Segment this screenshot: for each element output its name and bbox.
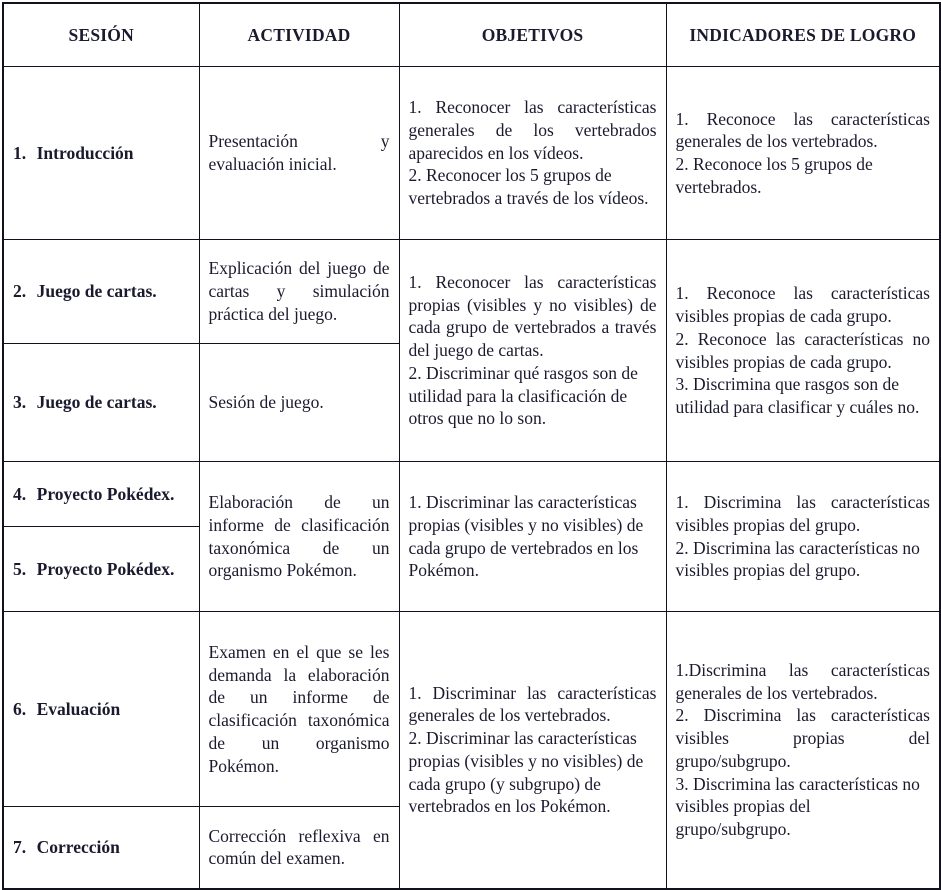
cell-actividad-7 xyxy=(199,807,399,889)
indicador-item: 1. Discrimina las características visibles propias del grupo. xyxy=(675,492,930,535)
objetivo-item: 2. Discriminar las características propias (visibles y no visibles) de cada grupo (y subgrupo) de vertebrados en los Pokémon. xyxy=(408,728,644,817)
indicador-item: 2. Reconoce los 5 grupos de vertebrados. xyxy=(675,154,873,197)
objetivo-item: 1. Reconocer las características propias (visibles y no visibles) de cada grupo de vertebrados a través del juego de cartas. xyxy=(408,271,657,361)
cell-actividad-4-5 xyxy=(199,462,399,612)
cell-sesion-1 xyxy=(3,67,199,240)
cell-objetivos-4-5 xyxy=(399,462,666,612)
cell-actividad-2 xyxy=(199,240,399,344)
session-label: Proyecto Pokédex. xyxy=(36,558,175,579)
cell-sesion-2 xyxy=(3,240,199,344)
cell-sesion-3 xyxy=(3,344,199,462)
table-row xyxy=(3,240,940,344)
objetivo-item: 2. Discriminar qué rasgos son de utilidad para la clasificación de otros que no lo son. xyxy=(408,362,638,429)
indicador-item: 3. Discrimina las características no visibles propias del grupo/subgrupo. xyxy=(675,773,920,839)
column-header-objetivos: OBJETIVOS xyxy=(399,3,666,67)
actividad-text: Examen en el que se les demanda la elaboración de un informe de clasificación taxonómica de un organismo Pokémon. xyxy=(208,641,390,776)
session-label: Juego de cartas. xyxy=(36,281,157,302)
indicador-item: 2. Reconoce las características no visibles propias de cada grupo. xyxy=(675,328,930,372)
session-label: Introducción xyxy=(36,142,134,163)
column-header-sesion: SESIÓN xyxy=(3,3,199,67)
column-header-indicadores: INDICADORES DE LOGRO xyxy=(666,3,940,67)
session-label: Juego de cartas. xyxy=(36,392,157,413)
cell-actividad-3 xyxy=(199,344,399,462)
table-row xyxy=(3,67,940,240)
table-row xyxy=(3,462,940,527)
objetivo-item: 1. Reconocer las características generales de los vertebrados aparecidos en los vídeos. xyxy=(408,97,657,163)
cell-objetivos-2-3 xyxy=(399,240,666,462)
session-label: Corrección xyxy=(36,836,120,857)
session-number: 3. xyxy=(13,392,27,413)
session-label: Proyecto Pokédex. xyxy=(36,483,175,504)
cell-indicadores-6-7 xyxy=(666,612,940,889)
session-number: 4. xyxy=(13,483,27,504)
actividad-text: Corrección reflexiva en común del examen. xyxy=(208,825,390,869)
cell-indicadores-2-3 xyxy=(666,240,940,462)
session-label: Evaluación xyxy=(36,698,121,719)
cell-objetivos-1 xyxy=(399,67,666,240)
session-number: 5. xyxy=(13,558,27,579)
actividad-text: Explicación del juego de cartas y simulación práctica del juego. xyxy=(208,258,390,324)
indicador-item: 1. Reconoce las características visibles propias de cada grupo. xyxy=(675,283,930,326)
actividad-text: Sesión de juego. xyxy=(208,392,324,413)
actividad-text: Presentación y evaluación inicial. xyxy=(208,131,390,174)
cell-indicadores-1 xyxy=(666,67,940,240)
indicador-item: 3. Discrimina que rasgos son de utilidad para clasificar y cuáles no. xyxy=(675,374,920,417)
header-row xyxy=(3,3,940,67)
document-page xyxy=(0,2,941,882)
table-body xyxy=(3,67,940,889)
cell-actividad-6 xyxy=(199,612,399,807)
indicador-item: 2. Discrimina las características visibles propias del grupo/subgrupo. xyxy=(675,705,930,771)
column-header-actividad: ACTIVIDAD xyxy=(199,3,399,67)
session-plan-table xyxy=(2,2,941,890)
session-number: 1. xyxy=(13,142,27,163)
objetivo-item: 1. Discriminar las características generales de los vertebrados. xyxy=(408,682,657,726)
cell-objetivos-6-7 xyxy=(399,612,666,889)
table-header xyxy=(3,3,940,67)
table-row xyxy=(3,612,940,807)
indicador-item: 1. Reconoce las características generales de los vertebrados. xyxy=(675,108,930,152)
cell-sesion-5 xyxy=(3,527,199,612)
session-number: 2. xyxy=(13,281,27,302)
cell-sesion-6 xyxy=(3,612,199,807)
objetivo-item: 1. Discriminar las características propias (visibles y no visibles) de cada grupo de vertebrados en los Pokémon. xyxy=(408,492,644,581)
cell-actividad-1 xyxy=(199,67,399,240)
objetivo-item: 2. Reconocer los 5 grupos de vertebrados a través de los vídeos. xyxy=(408,165,649,209)
session-number: 6. xyxy=(13,698,27,719)
indicador-item: 1.Discrimina las características generales de los vertebrados. xyxy=(675,659,930,703)
cell-sesion-4 xyxy=(3,462,199,527)
indicador-item: 2. Discrimina las características no visibles propias del grupo. xyxy=(675,537,920,581)
session-number: 7. xyxy=(13,836,27,857)
cell-sesion-7 xyxy=(3,807,199,889)
cell-indicadores-4-5 xyxy=(666,462,940,612)
actividad-text: Elaboración de un informe de clasificación taxonómica de un organismo Pokémon. xyxy=(208,492,390,581)
